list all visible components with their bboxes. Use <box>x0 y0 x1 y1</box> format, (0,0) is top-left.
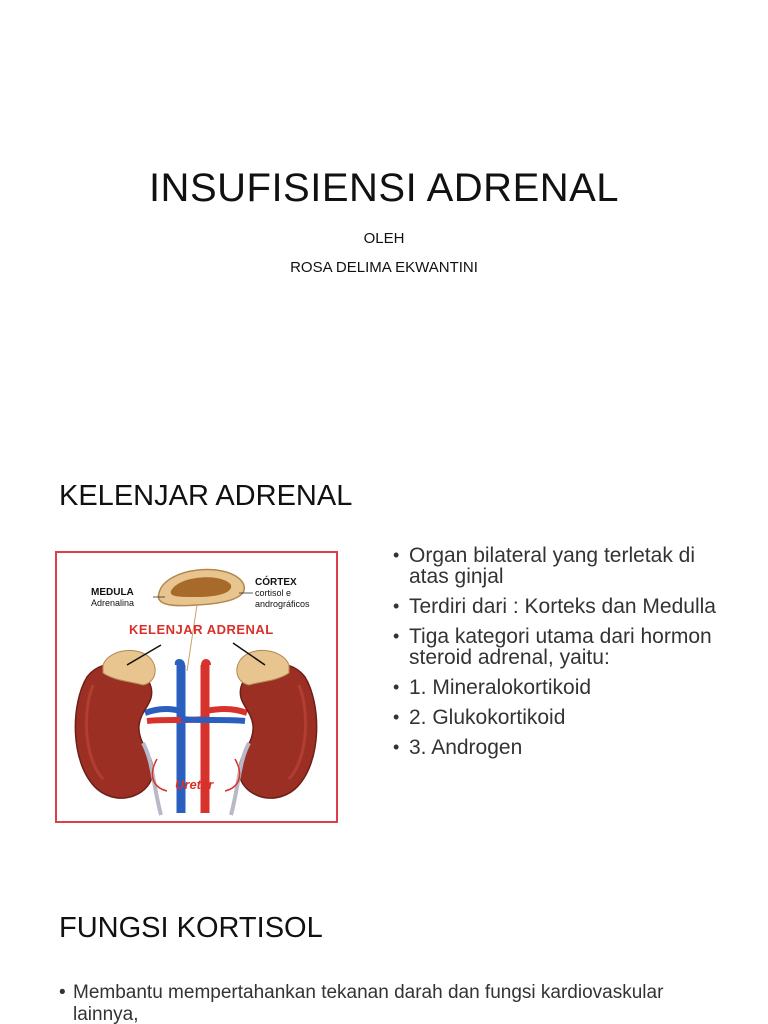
cortex-sub-label-1: cortisol e <box>255 588 292 598</box>
list-item: • 1. Mineralokortikoid <box>393 677 733 698</box>
kelenjar-adrenal-label: KELENJAR ADRENAL <box>129 622 274 637</box>
author-name: ROSA DELIMA EKWANTINI <box>290 259 478 276</box>
cortisol-bullet-list <box>59 982 699 1024</box>
list-item: • Organ bilateral yang terletak di atas ginjal <box>393 545 733 587</box>
list-item: • 2. Glukokortikoid <box>393 707 733 728</box>
cortex-sub-label-2: andrográficos <box>255 599 310 609</box>
ureter-label: Ureter <box>175 777 214 792</box>
list-item: • Terdiri dari : Korteks dan Medulla <box>393 596 733 617</box>
medula-sub-label: Adrenalina <box>91 598 135 608</box>
cortisol-function-slide <box>0 864 768 1024</box>
list-item: • Membantu mempertahankan tekanan darah dan fungsi kardiovaskular lainnya, <box>59 982 699 1024</box>
adrenal-bullet-list <box>393 545 733 767</box>
list-item: • Tiga kategori utama dari hormon steroid adrenal, yaitu: <box>393 626 733 668</box>
cortex-label: CÓRTEX <box>255 577 297 588</box>
medula-label: MEDULA <box>91 587 134 598</box>
kidney-adrenal-illustration <box>57 553 336 821</box>
title-slide <box>0 0 768 432</box>
by-label: OLEH <box>363 230 405 247</box>
adrenal-gland-figure <box>55 551 338 823</box>
slide-title-adrenal: KELENJAR ADRENAL <box>59 480 353 512</box>
adrenal-gland-slide <box>0 432 768 864</box>
presentation-title: INSUFISIENSI ADRENAL <box>148 166 620 210</box>
list-item: • 3. Androgen <box>393 737 733 758</box>
slide-title-cortisol: FUNGSI KORTISOL <box>59 912 323 944</box>
